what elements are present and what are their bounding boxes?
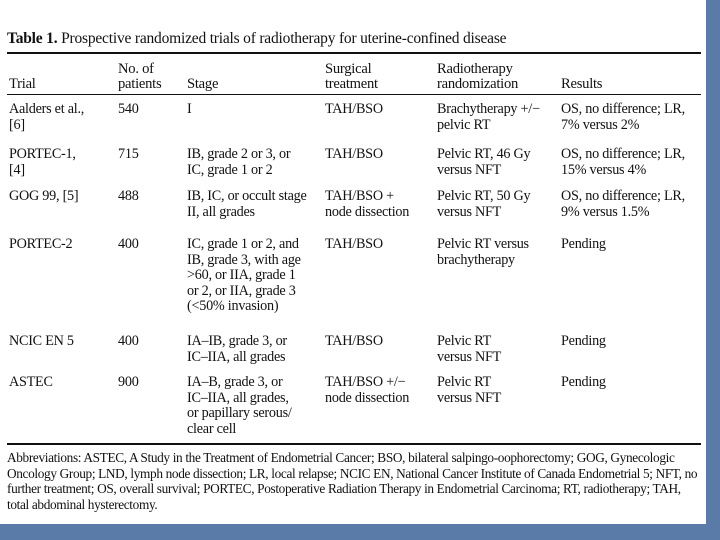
cell-radiotherapy: Pelvic RT, 50 Gy (437, 188, 531, 204)
cell-radiotherapy: versus NFT (437, 348, 502, 365)
cell-trial: Aalders et al., (9, 101, 85, 117)
cell-patients: 715 (118, 146, 139, 162)
cell-trial: PORTEC-1, (9, 146, 76, 162)
cell-stage: II, all grades (187, 203, 255, 220)
table-header-rule (7, 94, 701, 95)
header-surgical-1: Surgical (325, 61, 372, 77)
cell-stage: or papillary serous/ (187, 405, 292, 421)
cell-radiotherapy: Pelvic RT (437, 374, 492, 390)
table-top-rule (7, 52, 701, 54)
cell-stage: IC–IIA, all grades, (187, 389, 289, 406)
cell-stage: IB, grade 2 or 3, or (187, 146, 291, 162)
cell-results: Pending (561, 374, 606, 390)
table-bottom-rule (7, 443, 701, 445)
header-patients-1: No. of (118, 61, 154, 77)
header-stage: Stage (187, 76, 219, 92)
table-caption (7, 30, 506, 48)
cell-stage: IC, grade 1 or 2 (187, 161, 273, 178)
cell-patients: 488 (118, 188, 139, 204)
cell-radiotherapy: versus NFT (437, 203, 502, 220)
abbreviations-footnote: Abbreviations: ASTEC, A Study in the Treatment of Endometrial Cancer; BSO, bilateral salpingo-oophorectomy; GOG, Gynecologic Oncology Group; LND, lymph node dissection; LR, local relapse; NCIC EN, National Cancer Institute of Canada Endometrial 5; NFT, no further treatment; OS, overall survival; PORTEC, Postoperative Radiation Therapy in Endometrial Carcinoma; RT, radiotherapy; TAH, total abdominal hysterectomy. (7, 450, 698, 512)
cell-radiotherapy: Pelvic RT versus (437, 236, 529, 252)
header-trial: Trial (9, 76, 36, 92)
cell-surgical: TAH/BSO +/− (325, 374, 406, 390)
cell-radiotherapy: versus NFT (437, 161, 502, 178)
cell-radiotherapy: pelvic RT (437, 116, 491, 133)
cell-trial: [4] (9, 161, 25, 178)
cell-trial: [6] (9, 116, 25, 133)
cell-patients: 400 (118, 333, 139, 349)
cell-stage: IA–B, grade 3, or (187, 374, 283, 390)
cell-stage: (<50% invasion) (187, 298, 279, 314)
cell-surgical: TAH/BSO (325, 333, 383, 349)
cell-radiotherapy: brachytherapy (437, 251, 515, 268)
cell-results: Pending (561, 236, 606, 252)
cell-trial: ASTEC (9, 374, 53, 390)
cell-stage: IC, grade 1 or 2, and (187, 236, 299, 252)
cell-results: 9% versus 1.5% (561, 203, 650, 220)
cell-stage: IB, IC, or occult stage (187, 188, 307, 204)
header-results: Results (561, 76, 603, 92)
cell-results: OS, no difference; LR, (561, 101, 685, 117)
cell-stage: I (187, 101, 192, 117)
cell-stage: IB, grade 3, with age (187, 251, 301, 268)
cell-results: Pending (561, 333, 606, 349)
cell-radiotherapy: versus NFT (437, 389, 502, 406)
table-title: Prospective randomized trials of radiotherapy for uterine-confined disease (61, 30, 507, 47)
cell-patients: 400 (118, 236, 139, 252)
cell-trial: NCIC EN 5 (9, 333, 74, 349)
cell-results: 15% versus 4% (561, 161, 647, 178)
cell-stage: or 2, or IIA, grade 3 (187, 282, 296, 299)
header-radiotherapy-2: randomization (437, 76, 519, 92)
cell-trial: PORTEC-2 (9, 236, 73, 252)
cell-stage: IC–IIA, all grades (187, 348, 286, 365)
header-surgical-2: treatment (325, 76, 378, 92)
cell-surgical: TAH/BSO (325, 146, 383, 162)
cell-radiotherapy: Brachytherapy +/− (437, 101, 540, 117)
cell-patients: 900 (118, 374, 139, 390)
cell-results: OS, no difference; LR, (561, 188, 685, 204)
cell-radiotherapy: Pelvic RT (437, 333, 492, 349)
cell-surgical: node dissection (325, 203, 410, 220)
cell-surgical: TAH/BSO (325, 236, 383, 252)
cell-surgical: TAH/BSO + (325, 188, 394, 204)
cell-surgical: TAH/BSO (325, 101, 383, 117)
header-radiotherapy-1: Radiotherapy (437, 61, 513, 77)
cell-stage: IA–IB, grade 3, or (187, 333, 287, 349)
cell-stage: clear cell (187, 420, 237, 437)
cell-stage: >60, or IIA, grade 1 (187, 267, 296, 283)
cell-patients: 540 (118, 101, 139, 117)
cell-results: 7% versus 2% (561, 116, 640, 133)
header-patients-2: patients (118, 76, 162, 92)
table-number: Table 1. (7, 30, 58, 47)
cell-results: OS, no difference; LR, (561, 146, 685, 162)
cell-trial: GOG 99, [5] (9, 188, 79, 204)
cell-radiotherapy: Pelvic RT, 46 Gy (437, 146, 531, 162)
cell-surgical: node dissection (325, 389, 410, 406)
